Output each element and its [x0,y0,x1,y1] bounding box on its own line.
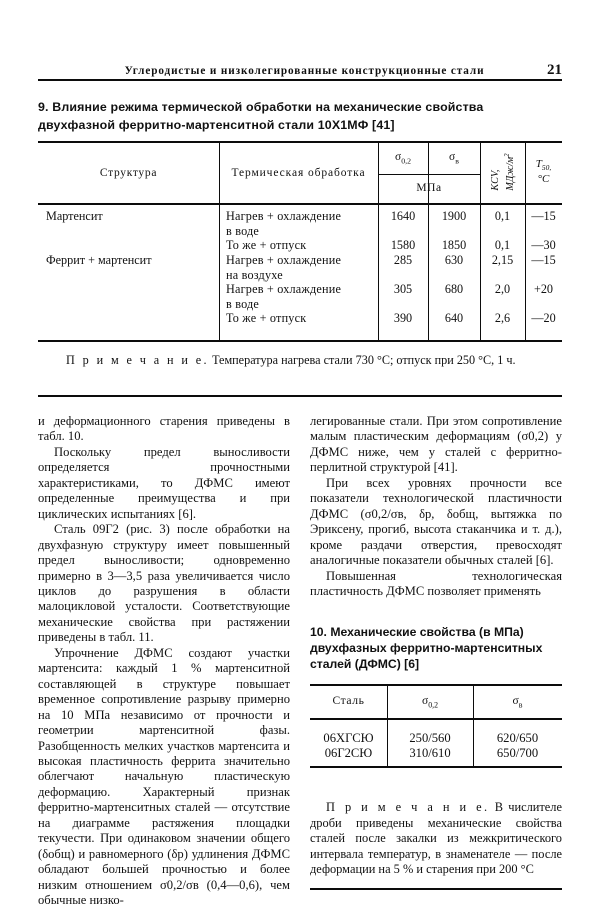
table-row [226,282,376,311]
sigma-glyph: σ [395,151,402,163]
table-row [226,238,376,253]
table-9 [38,141,562,342]
table-9-header-sigmav [428,151,480,165]
table-9-header-structure: Структура [99,167,158,179]
header-rule [38,79,562,81]
treatment-line: То же + отпуск [226,311,307,325]
table-row-structure: Феррит + мартенсит [46,253,152,267]
table-cell-sigmav: 680 [444,282,464,296]
table-10 [310,684,562,798]
paragraph: Повышенная технологическая пластичность ДФМС позволяет применять [310,568,562,598]
table-cell-t50: —15 [531,253,556,267]
table-10-header-steel: Сталь [332,694,365,707]
treatment-line: Нагрев + охлаждение [226,253,342,267]
table-row: 06Г2СЮ [324,746,373,760]
kcv-label-line1: KCV, [489,169,501,191]
treatment-line: в воде [226,223,260,238]
sigma02-subscript: 0,2 [428,700,439,710]
table-cell-kcv: 0,1 [494,238,511,252]
paragraph: легированные стали. При этом сопротивление малым пластическим деформациям (σ0,2) у ДФМС ниже, чем у сталей с ферритно-перлитной структурой [41]. [310,414,562,475]
table-cell-sigma02: 1580 [390,238,416,252]
table-cell-t50: +20 [533,282,554,296]
table-row-structure: Мартенсит [46,209,103,223]
table-cell-kcv: 2,0 [494,282,511,296]
paragraph: Упрочнение ДФМС создают участки мартенсита: каждый 1 % мартенситной составляющей в структуре повышает временное сопротивление разрыву примерно на 10 МПа независимо от прочности и геометрии мартенситной фазы. Разобщенность мелких участков мартенсита и высокая пластичность феррита значительно облегчают начальную пластическую деформацию. Характерный признак ферритно-мартенситных сталей — отсутствие на диаграмме растяжения площадки текучести. При одинаковом значении общего (δобщ) и равномерного (δр) удлинения ДФМС обладают большей прочностью и более низким отношением σ0,2/σв (0,4—0,6), чем обычные низко- [38,645,290,908]
table-10-header-rule [310,718,562,720]
paragraph: При всех уровнях прочности все показатели технологической пластичности ДФМС (σ0,2/σв, δр, δобщ, вытяжка по Эриксену, прогиб, высота стаканчика и т. д.), кроме раздачи отверстия, превосходят аналогичные показатели обычных сталей [6]. [310,475,562,568]
table-cell-t50: —15 [531,209,556,223]
body-column-right [310,414,562,599]
table-10-top-rule [310,684,562,686]
table-cell-t50: —30 [531,238,556,252]
table-9-unit-rule [378,174,480,175]
table-9-title: 9. Влияние режима термической обработки на механические свойства двухфазной ферритно-мартенситной стали 10Х1МФ [41] [38,100,484,132]
treatment-line: Нагрев + охлаждение [226,209,342,223]
table-cell-kcv: 2,15 [491,253,514,267]
note-text: Температура нагрева стали 730 °C; отпуск при 250 °C, 1 ч. [209,353,516,367]
table-9-header-unit: МПа [416,182,442,194]
sigma-glyph: σ [512,694,519,707]
treatment-line: Нагрев + охлаждение [226,282,342,296]
table-10-bottom-rule [310,766,562,768]
table-cell-sigmav: 620/650 [496,731,539,745]
table-9-bottom-rule [38,340,562,342]
table-cell-kcv: 2,6 [494,311,511,325]
paragraph: Поскольку предел выносливости определяется прочностными характеристиками, то ДФМС имеют определенные преимущества и при циклических испытаниях [6]. [38,444,290,521]
treatment-line: на воздухе [226,267,283,282]
body-column-left [38,414,290,909]
table-9-header-treatment: Термическая обработка [231,167,366,179]
table-9-header-kcv [480,141,525,203]
table-cell-sigmav: 1900 [441,209,467,223]
paragraph: Сталь 09Г2 (рис. 3) после обработки на двухфазную структуру имеет повышенный предел выносливости; одновременно примерно в 3—3,5 раза увеличивается число циклов до разрушения в области малоцикловой усталости. Соответствующие механические свойства при растяжении приведены в табл. 11. [38,522,290,645]
table-9-note [38,352,562,368]
kcv-label-line2: МДж/м [504,156,516,191]
table-cell-t50: —20 [531,311,556,325]
table-cell-sigmav: 650/700 [496,746,539,760]
table-cell-sigma02: 250/560 [409,731,451,745]
table-9-header-sigma02 [378,151,428,165]
table-10-header-sigmav [473,694,562,709]
table-9-body [38,204,562,340]
table-row [226,209,376,238]
table-row [226,253,376,282]
table-cell-kcv: 0,1 [494,209,511,223]
table-row [226,311,376,326]
table-cell-sigma02: 390 [393,311,413,325]
note-label: П р и м е ч а н и е. [326,800,490,814]
table-10-title: 10. Механические свойства (в МПа) двухфазных ферритно-мартенситных сталей (ДФМС) [6] [310,625,543,672]
note-text: В числителе дроби приведены механические свойства сталей после закалки из межкритического интервала температур, в знаменателе — после деформации на 5 % и старения при 200 °C [310,800,562,877]
sigma-glyph: σ [449,151,456,163]
sigmav-subscript: в [455,156,459,166]
t50-symbol: T [535,158,542,171]
table-cell-sigma02: 1640 [390,209,416,223]
table-cell-sigmav: 1850 [441,238,467,252]
sigmav-subscript: в [518,700,523,710]
treatment-line: в воде [226,296,260,311]
table-10-note-rule [310,888,562,890]
table-10-header-sigma02 [387,694,473,709]
table-cell-sigma02: 310/610 [409,746,451,760]
sigma02-subscript: 0,2 [401,156,411,166]
t50-subscript: 50, [541,163,552,173]
running-head [38,62,562,79]
running-head-title: Углеродистые и низколегированные конструкционные стали [124,65,485,77]
table-cell-sigmav: 630 [444,253,464,267]
table-9-note-rule [38,395,562,397]
note-label: П р и м е ч а н и е. [66,353,210,367]
table-cell-sigma02: 285 [393,253,413,267]
table-cell-sigma02: 305 [393,282,413,296]
table-row: 06ХГСЮ [323,731,374,745]
sigma-glyph: σ [421,694,429,707]
table-cell-sigmav: 640 [444,311,464,325]
table-9-header-t50 [525,141,562,203]
table-10-note [310,800,562,878]
t50-unit: °C [537,173,550,186]
treatment-line: То же + отпуск [226,238,307,252]
page-number: 21 [547,62,562,78]
kcv-exponent: 2 [502,153,510,157]
paragraph: и деформационного старения приведены в табл. 10. [38,414,290,444]
